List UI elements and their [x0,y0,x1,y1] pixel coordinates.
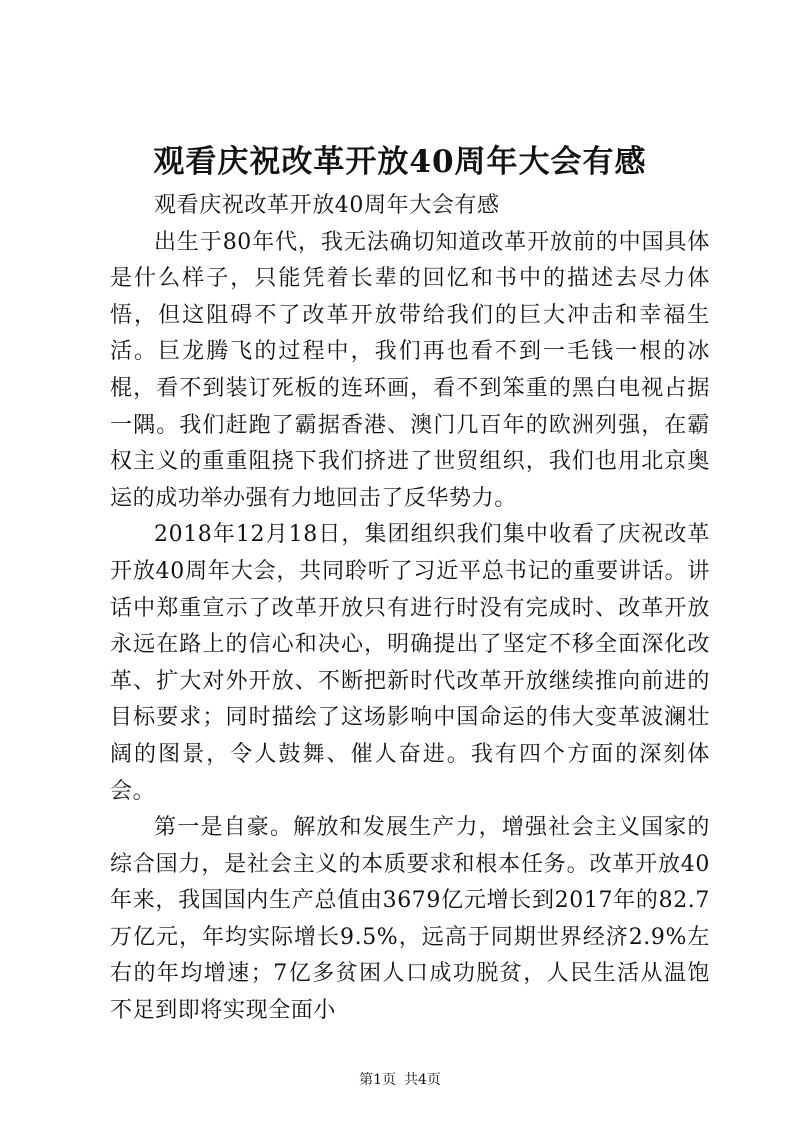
page-footer [0,1070,800,1090]
page-number: 第1页 [359,1072,396,1088]
subtitle-paragraph: 观看庆祝改革开放40周年大会有感 [154,193,500,218]
paragraph-pride: 第一是自豪。解放和发展生产力，增强社会主义国家的综合国力，是社会主义的本质要求和根本任务。改革开放40年来，我国国内生产总值由3679亿元增长到2017年的82.7万亿元，年均实际增长9.5%，远高于同期世界经济2.9%左右的年均增速；7亿多贫困人口成功脱贫，人民生活从温饱不足到即将实现全面小 [110,815,710,1024]
paragraph-childhood: 出生于80年代，我无法确切知道改革开放前的中国具体是什么样子，只能凭着长辈的回忆和书中的描述去尽力体悟，但这阻碍不了改革开放带给我们的巨大冲击和幸福生活。巨龙腾飞的过程中，我们再也看不到一毛钱一根的冰棍，看不到装订死板的连环画，看不到笨重的黑白电视占据一隅。我们赶跑了霸据香港、澳门几百年的欧洲列强，在霸权主义的重重阻挠下我们挤进了世贸组织，我们也用北京奥运的成功举办强有力地回击了反华势力。 [110,229,710,511]
page-total: 共4页 [404,1072,441,1088]
document-title: 观看庆祝改革开放40周年大会有感 [153,144,647,180]
paragraph-conference: 2018年12月18日，集团组织我们集中收看了庆祝改革开放40周年大会，共同聆听了习近平总书记的重要讲话。讲话中郑重宣示了改革开放只有进行时没有完成时、改革开放永远在路上的信心和决心，明确提出了坚定不移全面深化改革、扩大对外开放、不断把新时代改革开放继续推向前进的目标要求；同时描绘了这场影响中国命运的伟大变革波澜壮阔的图景，令人鼓舞、催人奋进。我有四个方面的深刻体会。 [110,522,710,804]
document-body [110,188,710,1030]
